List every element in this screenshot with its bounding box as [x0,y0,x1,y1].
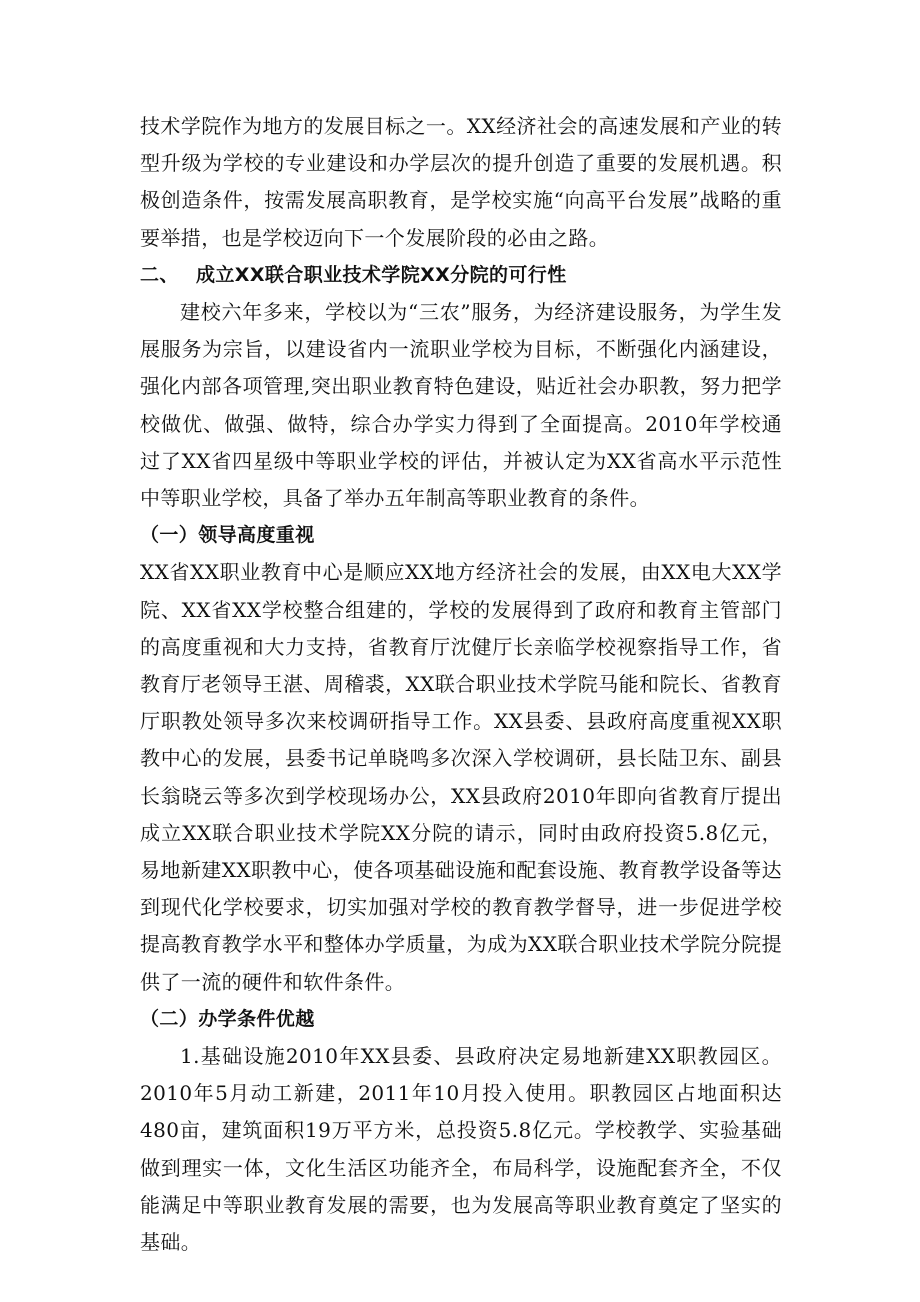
paragraph-continuation: 技术学院作为地方的发展目标之一。XX经济社会的高速发展和产业的转型升级为学校的专业建设和办学层次的提升创造了重要的发展机遇。积极创造条件，按需发展高职教育，是学校实施“向高平台发展”战略的重要举措，也是学校迈向下一个发展阶段的必由之路。 [140,114,782,250]
document-body [140,108,782,1261]
section-heading [140,257,782,294]
subsection-heading-2: （二）办学条件优越 [140,1007,315,1030]
section-number: 二、 [140,263,179,286]
paragraph-section-intro: 建校六年多来，学校以为“三农”服务，为经济建设服务，为学生发展服务为宗旨，以建设省内一流职业学校为目标，不断强化内涵建设，强化内部各项管理,突出职业教育特色建设，贴近社会办职教，努力把学校做优、做强、做特，综合办学实力得到了全面提高。2010年学校通过了XX省四星级中等职业学校的评估，并被认定为XX省高水平示范性中等职业学校，具备了举办五年制高等职业教育的条件。 [140,300,782,511]
paragraph-subsection-2-item-1: 1.基础设施2010年XX县委、县政府决定易地新建XX职教园区。2010年5月动工新建，2011年10月投入使用。职教园区占地面积达480亩，建筑面积19万平方米，总投资5.8亿元。学校教学、实验基础做到理实一体，文化生活区功能齐全，布局科学，设施配套齐全，不仅能满足中等职业教育发展的需要，也为发展高等职业教育奠定了坚实的基础。 [140,1044,782,1255]
subsection-heading-1: （一）领导高度重视 [140,524,315,547]
paragraph-subsection-1: XX省XX职业教育中心是顺应XX地方经济社会的发展，由XX电大XX学院、XX省XX学校整合组建的，学校的发展得到了政府和教育主管部门的高度重视和大力支持，省教育厅沈健厅长亲临学校视察指导工作，省教育厅老领导王湛、周稽裘，XX联合职业技术学院马能和院长、省教育厅职教处领导多次来校调研指导工作。XX县委、县政府高度重视XX职教中心的发展，县委书记单晓鸣多次深入学校调研，县长陆卫东、副县长翁晓云等多次到学校现场办公，XX县政府2010年即向省教育厅提出成立XX联合职业技术学院XX分院的请示，同时由政府投资5.8亿元，易地新建XX职教中心，使各项基础设施和配套设施、教育教学设备等达到现代化学校要求，切实加强对学校的教育教学督导，进一步促进学校提高教育教学水平和整体办学质量，为成为XX联合职业技术学院分院提供了一流的硬件和软件条件。 [140,560,782,994]
section-title: 成立XX联合职业技术学院XX分院的可行性 [196,263,567,286]
